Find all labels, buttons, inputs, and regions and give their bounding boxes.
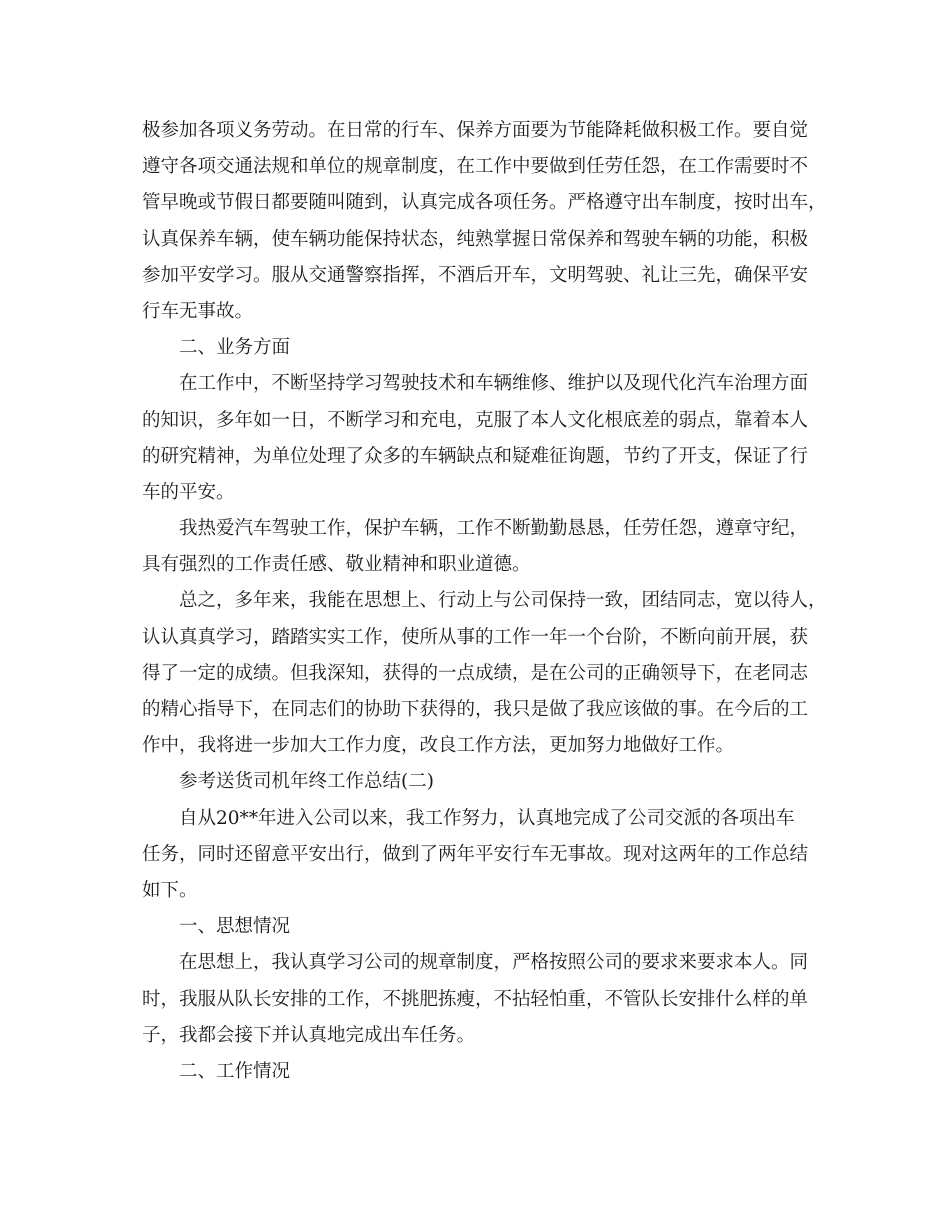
text-line: 认真保养车辆，使车辆功能保持状态，纯熟掌握日常保养和驾驶车辆的功能，积极 (142, 228, 809, 250)
paragraph-start-line: 我热爱汽车驾驶工作，保护车辆，工作不断勤勤恳恳，任劳任怨，遵章守纪， (179, 518, 809, 540)
paragraph-start-line: 二、业务方面 (179, 337, 291, 359)
paragraph-start-line: 自从20**年进入公司以来，我工作努力，认真地完成了公司交派的各项出车 (179, 807, 795, 829)
text-line: 认认真真学习，踏踏实实工作，使所从事的工作一年一个台阶，不断向前开展，获 (142, 626, 809, 648)
paragraph-start-line: 总之，多年来，我能在思想上、行动上与公司保持一致，团结同志，宽以待人， (179, 590, 827, 612)
text-line: 极参加各项义务劳动。在日常的行车、保养方面要为节能降耗做积极工作。要自觉 (142, 120, 809, 141)
paragraph-start-line: 二、工作情况 (179, 1060, 291, 1082)
paragraph-start-line: 一、思想情况 (179, 916, 291, 938)
text-line: 时，我服从队长安排的工作，不挑肥拣瘦，不拈轻怕重，不管队长安排什么样的单 (142, 988, 809, 1010)
text-line: 车的平安。 (142, 481, 235, 503)
text-line: 参加平安学习。服从交通警察指挥，不酒后开车，文明驾驶、礼让三先，确保平安 (142, 264, 809, 286)
text-line: 如下。 (142, 879, 198, 901)
text-line: 得了一定的成绩。但我深知，获得的一点成绩，是在公司的正确领导下，在老同志 (142, 662, 809, 684)
paragraph-start-line: 在工作中，不断坚持学习驾驶技术和车辆维修、维护以及现代化汽车治理方面 (179, 373, 809, 395)
paragraph-start-line: 参考送货司机年终工作总结(二) (179, 771, 434, 793)
text-line: 管早晚或节假日都要随叫随到，认真完成各项任务。严格遵守出车制度，按时出车， (142, 192, 827, 214)
paragraph-start-line: 在思想上，我认真学习公司的规章制度，严格按照公司的要求来要求本人。同 (179, 952, 809, 974)
document-body (142, 113, 827, 1090)
text-line: 行车无事故。 (142, 300, 254, 322)
text-line: 遵守各项交通法规和单位的规章制度，在工作中要做到任劳任怨，在工作需要时不 (142, 156, 809, 178)
text-line: 的研究精神，为单位处理了众多的车辆缺点和疑难征询题，节约了开支，保证了行 (142, 445, 809, 467)
text-line: 的知识，多年如一日，不断学习和充电，克服了本人文化根底差的弱点，靠着本人 (142, 409, 809, 431)
text-line: 任务，同时还留意平安出行，做到了两年平安行车无事故。现对这两年的工作总结 (142, 843, 809, 865)
text-line: 具有强烈的工作责任感、敬业精神和职业道德。 (142, 554, 531, 576)
text-line: 的精心指导下，在同志们的协助下获得的，我只是做了我应该做的事。在今后的工 (142, 699, 809, 720)
text-line: 作中，我将进一步加大工作力度，改良工作方法，更加努力地做好工作。 (142, 735, 735, 757)
text-line: 子，我都会接下并认真地完成出车任务。 (142, 1024, 476, 1046)
